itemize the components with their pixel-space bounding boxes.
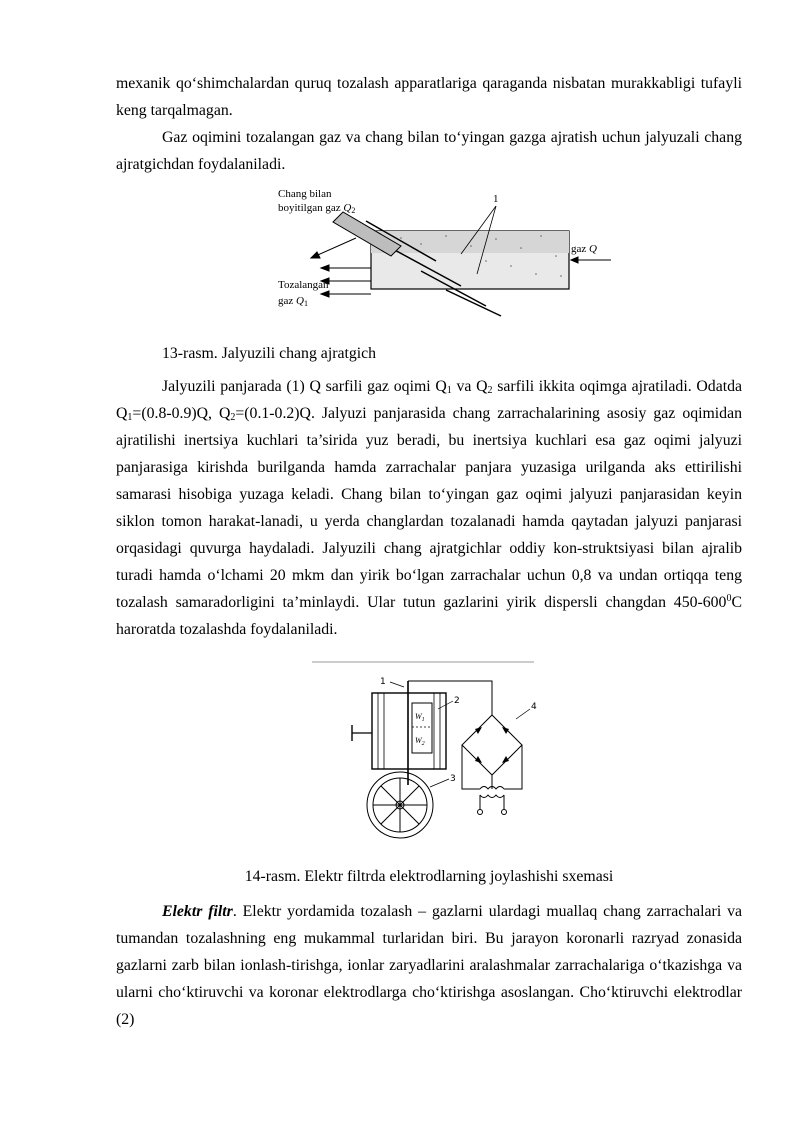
electric-filter-diagram [312, 657, 552, 857]
figure-13-caption: 13-rasm. Jalyuzili chang ajratgich [162, 345, 377, 362]
paragraph-louver-description: Jalyuzili panjarada (1) Q sarfili gaz oqimi $Q_1$ va $Q_2$ sarfili ikkita oqimga ajratiladi. Odatda $Q_1=(0.8-0.9)Q$, $Q_2=(0.1-0.2)Q$. Jalyuzi panjarasida chang zarrachalarining asosiy gaz oqimidan ajratilishi inertsiya kuchlari ta’sirida yuz beradi, bu inertsiya kuchlari esa gaz oqimi jalyuzi panjarasiga kirishda burilganda hamda zarrachalar panjara yuzasiga urilganda aks ettirilishi samarasi hisobiga yuzaga keladi. Chang bilan to‘yingan gaz oqimi jalyuzi panjarasidan keyin siklon tomon harakat-lanadi, u yerda changlardan tozalanadi hamda qaytadan jalyuzi panjarasi orqasidagi quvurga haydaladi. Jalyuzili chang ajratgichlar oddiy kon-struktsiyasi bilan ajralib turadi hamda o‘lchami 20 mkm dan yirik bo‘lgan zarrachalar uchun 0,8 va undan ortiqqa teng tozalash samaradorligini ta’minlaydi. Ular tutun gazlarini yirik dispersli changdan $450-600^0C$ haroratda tozalashda foydalaniladi. [116, 378, 743, 638]
term-electric-filter: Elektr filtr [162, 903, 233, 920]
louver-separator-diagram [271, 186, 631, 336]
paragraph-electric-filter: Elektr filtr. Elektr yordamida tozalash – gazlarni ulardagi muallaq chang zarrachalari va tumandan tozalashning eng mukammal turlaridan biri. Bu jarayon koronarli razryad zonasida gazlarni zarb bilan ionlash-tirishga, ionlar zaryadlarini aralashmalar zarrachalariga o‘tkazishga va ularni cho‘ktiruvchi va koronar elektrodlarga cho‘ktirishga asoslangan. Cho‘ktiruvchi elektrodlar (2) [116, 903, 742, 1028]
paragraph-louver-intro: Gaz oqimini tozalangan gaz va chang bilan to‘yingan gazga ajratish uchun jalyuzali chang ajratgichdan foydalaniladi. [116, 129, 742, 173]
paragraph-intro: mexanik qo‘shimchalardan quruq tozalash apparatlariga qaraganda nisbatan murakkabligi tufayli keng tarqalmagan. [116, 75, 742, 119]
label-w2: $W_2$ [415, 736, 425, 747]
page-content [116, 70, 742, 1033]
label-clean-gas-2: gaz Q1 [278, 295, 308, 308]
label-gas-in: gaz Q [571, 243, 597, 255]
figure-louver-separator [116, 186, 742, 336]
figure-electric-filter [116, 657, 742, 857]
label-2: 2 [454, 696, 460, 706]
label-dusty-gas-2: boyitilgan gaz Q2 [278, 202, 356, 215]
label-4: 4 [531, 702, 537, 712]
label-w1: $W_1$ [415, 712, 425, 723]
label-clean-gas: Tozalangan [278, 279, 329, 291]
label-dusty-gas: Chang bilan [278, 188, 332, 200]
label-1: 1 [380, 677, 386, 687]
label-louver-number: 1 [493, 193, 499, 205]
figure-14-caption: 14-rasm. Elektr filtrda elektrodlarning joylashishi sxemasi [244, 868, 614, 885]
label-3: 3 [450, 774, 456, 784]
